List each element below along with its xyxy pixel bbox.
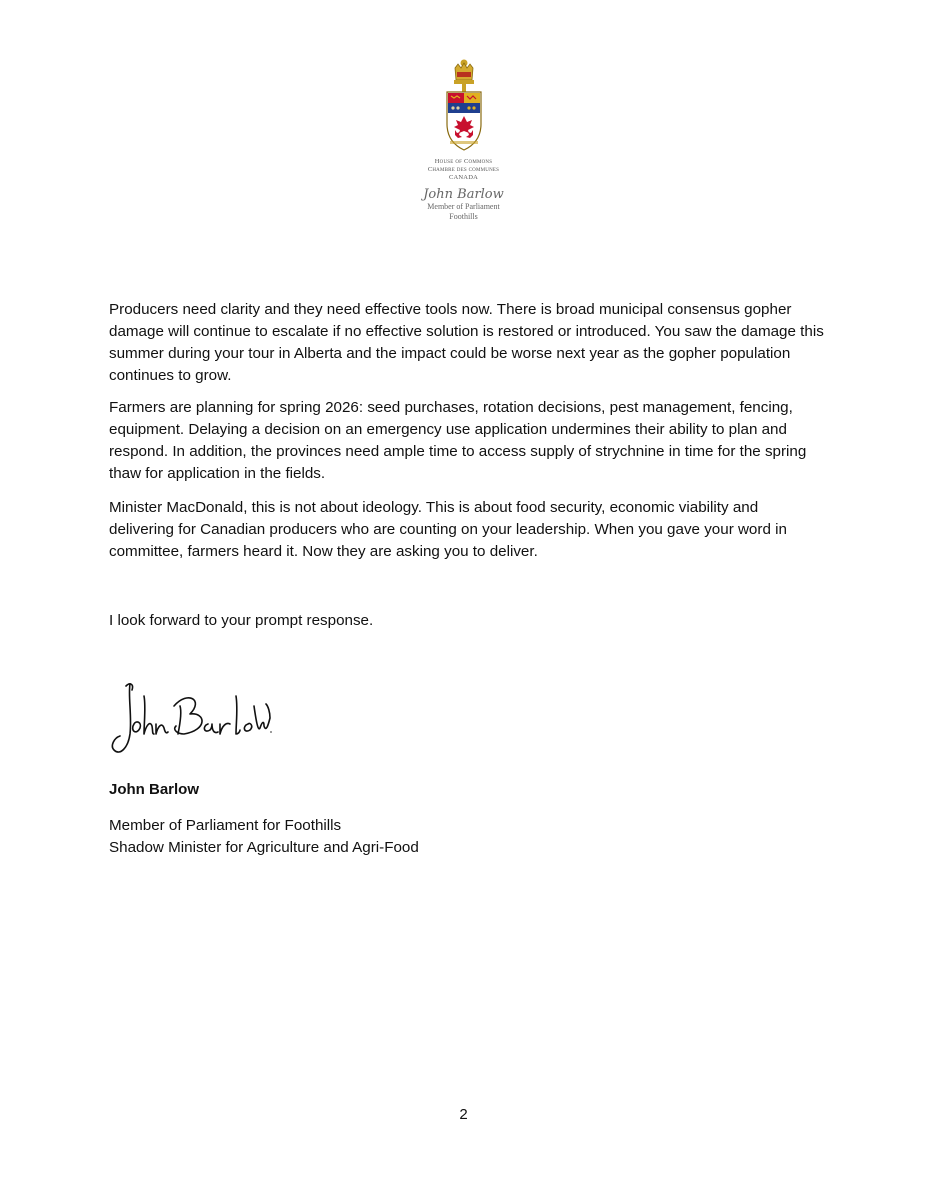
paragraph-1: Producers need clarity and they need effective tools now. There is broad municipal consensus gopher damage will continue to escalate if no effective solution is restored or introduced. You saw the damage this summer during your tour in Alberta and the impact could be worse next year as the gopher population continues to grow. — [109, 301, 824, 384]
letterhead — [0, 58, 927, 222]
house-of-commons-crest-icon — [444, 58, 484, 154]
closing-line: I look forward to your prompt response. — [109, 612, 374, 629]
handwritten-signature — [108, 676, 278, 760]
paragraph-2: Farmers are planning for spring 2026: seed purchases, rotation decisions, pest management, fencing, equipment. Delaying a decision on an emergency use application undermines their ability to plan and respond. In addition, the provinces need ample time to access supply of strychnine in time for the spring thaw for application in the fields. — [109, 399, 807, 482]
signatory-titles — [109, 815, 419, 859]
signatory-title-2: Shadow Minister for Agriculture and Agri-Food — [109, 839, 419, 856]
signatory-title-1: Member of Parliament for Foothills — [109, 817, 342, 834]
letterhead-line-1: House of Commons — [434, 158, 493, 165]
signatory-name: John Barlow — [109, 781, 200, 798]
letterhead-mp-title: Member of Parliament — [427, 202, 500, 211]
letterhead-riding: Foothills — [449, 212, 478, 221]
letterhead-mp-name: John Barlow — [423, 187, 504, 202]
paragraph-3: Minister MacDonald, this is not about ideology. This is about food security, economic viability and delivering for Canadian producers who are counting on your leadership. When you gave your word in committee, farmers heard it. Now they are asking you to deliver. — [109, 499, 787, 560]
page-number: 2 — [459, 1106, 468, 1123]
letterhead-line-2: Chambre des communes — [427, 166, 500, 173]
letterhead-line-3: CANADA — [448, 174, 478, 181]
